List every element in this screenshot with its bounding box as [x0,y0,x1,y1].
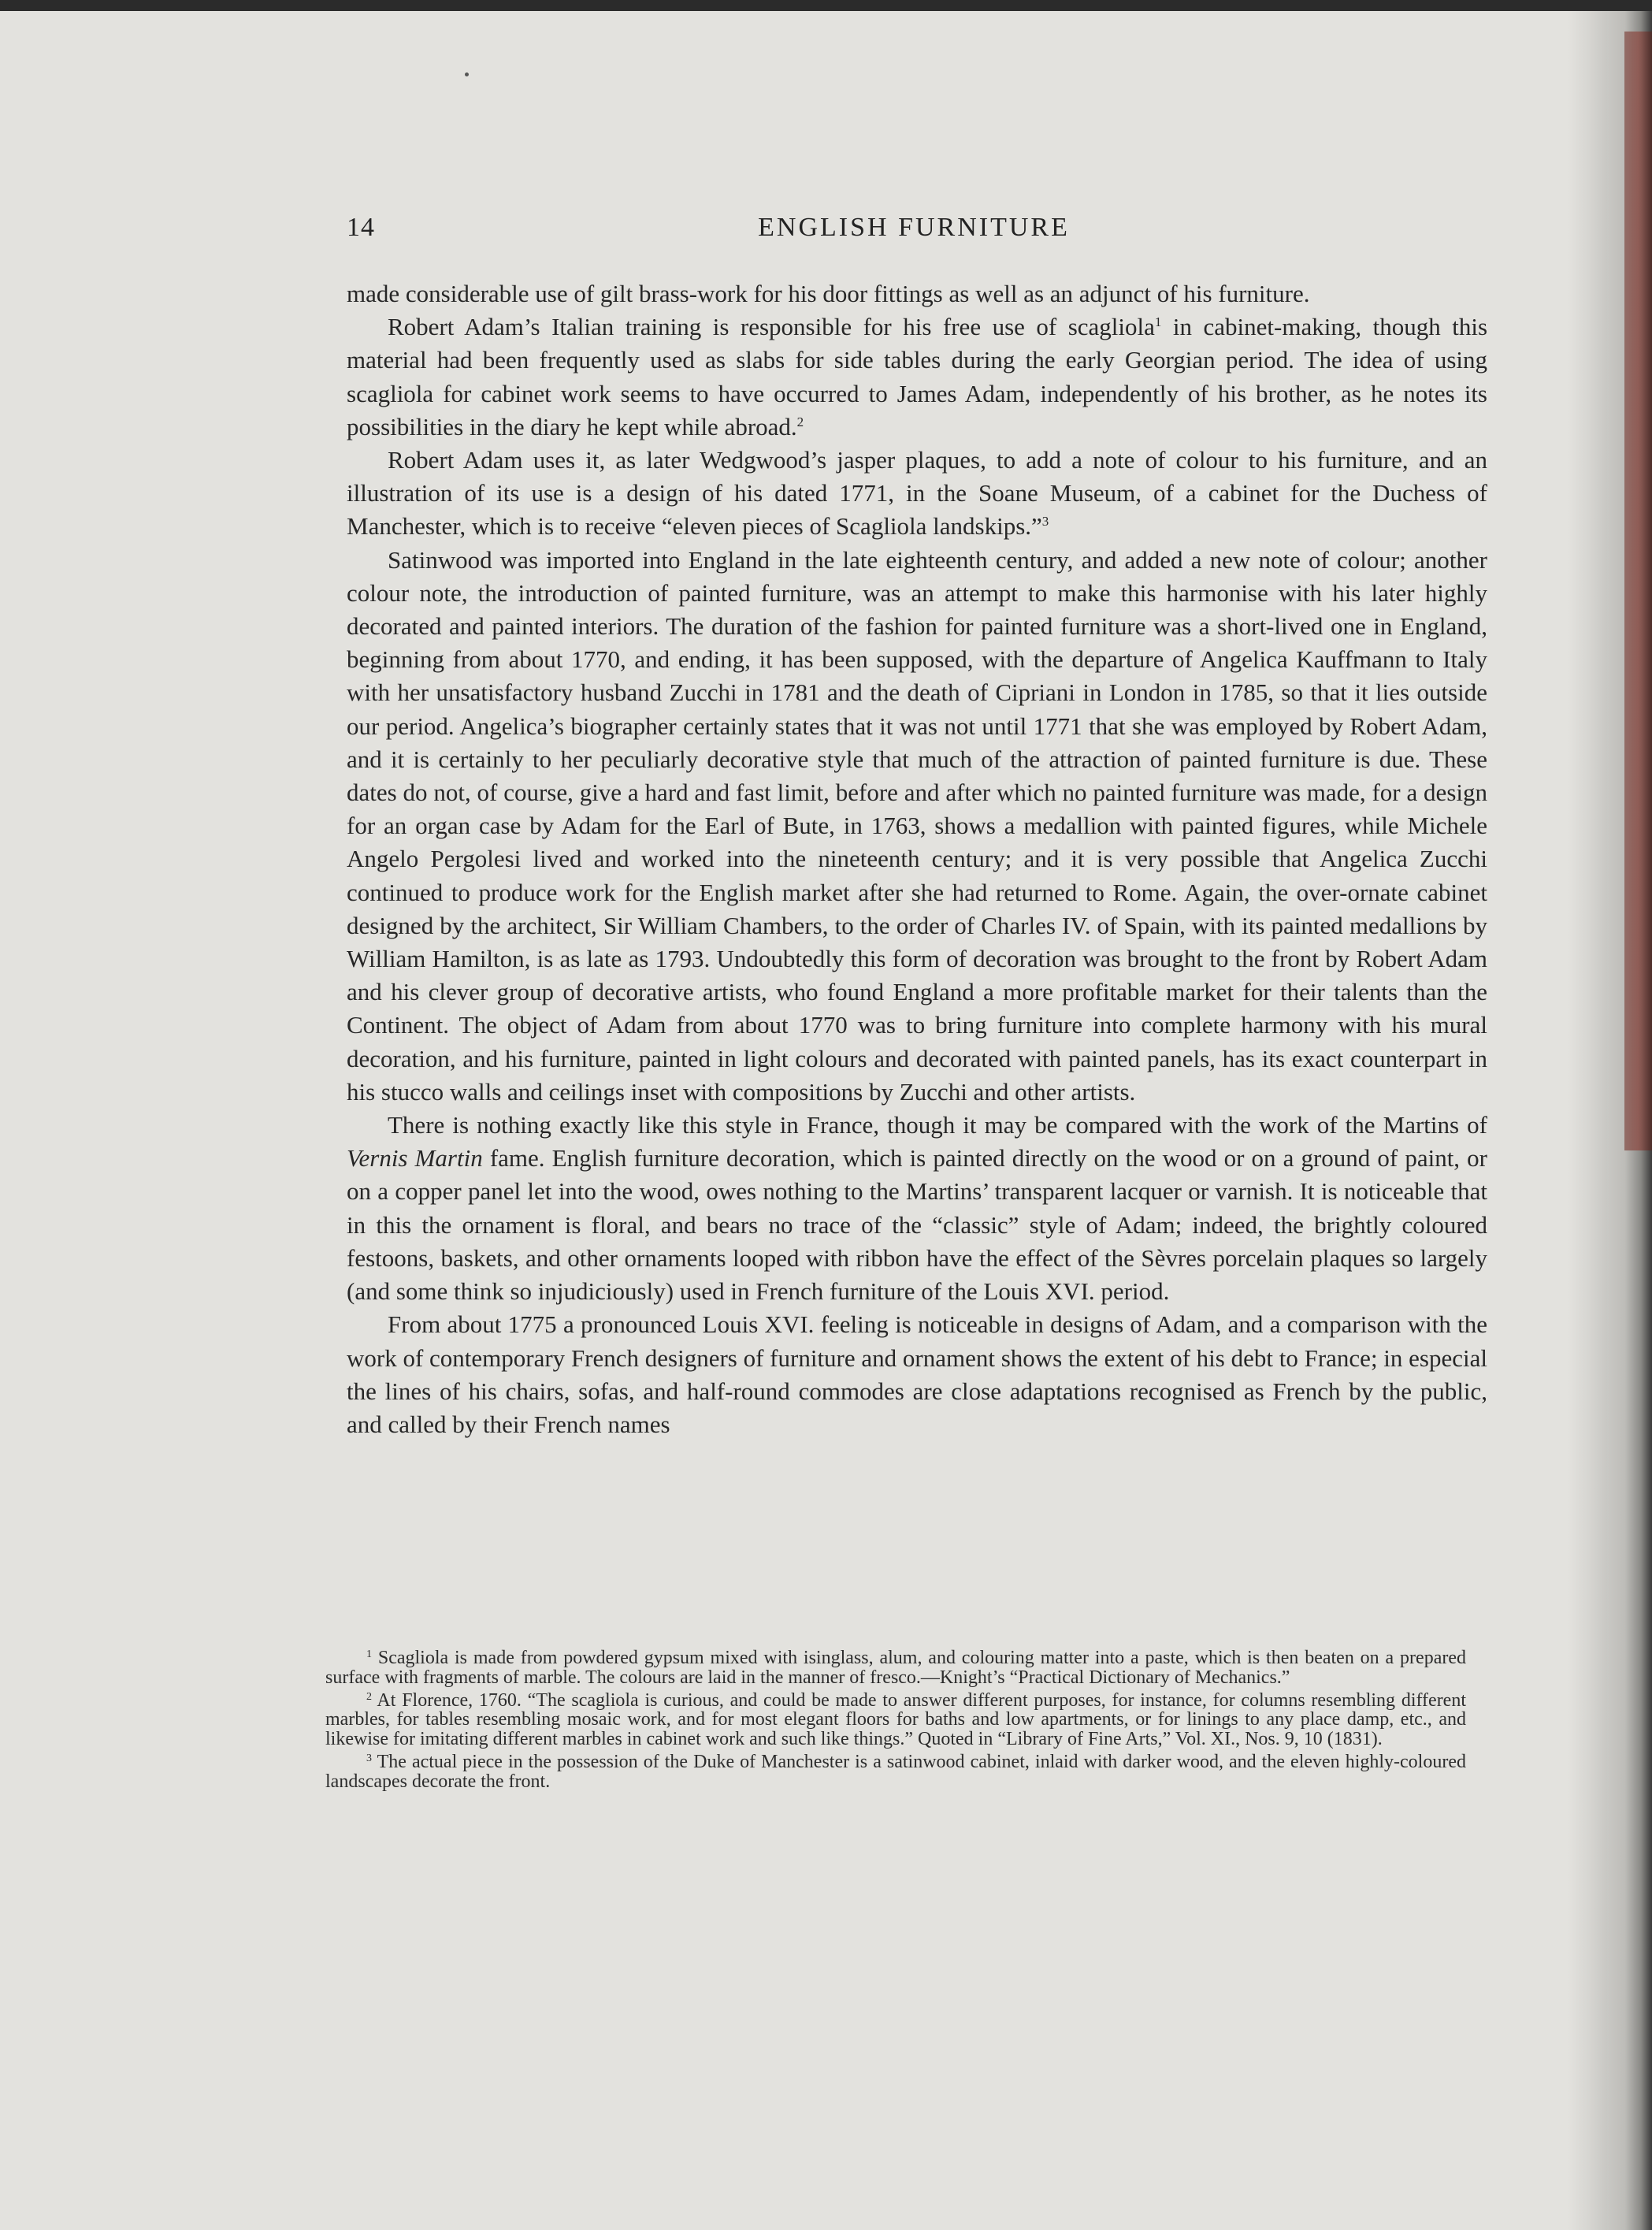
footnote-ref-1: 1 [1154,314,1162,330]
paragraph-2-text-b: in cabinet-making, though this material had been frequently used as slabs for side tables during the early Georgian period. The idea of using scagliola for cabinet work seems to have occurred to James Adam, independently of his brother, as he notes its possibilities in the diary he kept while abroad. [347,313,1488,440]
page-header [347,213,1481,252]
paragraph-3-text: Robert Adam uses it, as later Wedgwood’s jasper plaques, to add a note of colour to his furniture, and an illustration of its use is a design of his dated 1771, in the Soane Museum, of a cabinet for the Duchess of Manchester, which is to receive “eleven pieces of Scagliola landskips.” [347,446,1487,541]
vernis-martin-italic: Vernis Martin [347,1144,483,1173]
paragraph-4-text: Satinwood was imported into England in the late eighteenth century, and added a new note of colour; another colour note, the introduction of painted furniture, was an attempt to make this harmonise with his later highly decorated and painted interiors. The duration of the fashion for painted furniture was a short-lived one in England, beginning from about 1770, and ending, it has been supposed, with the departure of Angelica Kauffmann to Italy with her unsatisfactory husband Zucchi in 1781 and the death of Cipriani in London in 1785, so that it lies outside our period. Angelica’s biographer certainly states that it was not until 1771 that she was employed by Robert Adam, and it is certainly to her peculiarly decorative style that much of the attraction of painted furniture is due. These dates do not, of course, give a hard and fast limit, before and after which no painted furniture was made, for a design for an organ case by Adam for the Earl of Bute, in 1763, shows a medallion with painted figures, while Michele Angelo Pergolesi lived and worked into the nineteenth century; and it is very possible that Angelica Zucchi continued to produce work for the English market after she had returned to Rome. Again, the over-ornate cabinet designed by the architect, Sir William Chambers, to the order of Charles IV. of Spain, with its painted medallions by William Hamilton, is as late as 1793. Undoubtedly this form of decoration was brought to the front by Robert Adam and his clever group of decorative artists, who found England a more profitable market for their talents than the Continent. The object of Adam from about 1770 was to bring furniture into complete harmony with his mural decoration, and his furniture, painted in light colours and decorated with painted panels, has its exact counterpart in his stucco walls and ceilings inset with compositions by Zucchi and other artists. [347,545,1487,1106]
page-edge-shadow [1568,11,1607,2230]
footnote-3-text: The actual piece in the possession of the Duke of Manchester is a satinwood cabinet, inlaid with darker wood, and the eleven highly-coloured landscapes decorate the front. [325,1751,1466,1792]
body-text [347,277,1487,1441]
paragraph-1-text: made considerable use of gilt brass-work for his door fittings as well as an adjunct of his furniture. [347,280,1310,307]
paragraph-5 [347,1109,1487,1308]
footnote-ref-2: 2 [796,414,804,429]
paragraph-1 [347,277,1487,310]
paragraph-3 [347,444,1487,544]
paragraph-6 [347,1308,1487,1441]
paragraph-4 [347,544,1487,1109]
paragraph-5-text-b: fame. English furniture decoration, which is painted directly on the wood or on a ground of paint, or on a copper panel let into the wood, owes nothing to the Martins’ transparent lacquer or varnish. It is noticeable that in this the ornament is floral, and bears no trace of the “classic” style of Adam; indeed, the brightly coloured festoons, baskets, and other ornaments looped with ribbon have the effect of the Sèvres porcelain plaques so largely (and some think so injudiciously) used in French furniture of the Louis XVI. period. [347,1144,1487,1306]
page-number: 14 [347,213,375,242]
paragraph-2 [347,310,1487,444]
paragraph-2-text-a: Robert Adam’s Italian training is responsible for his free use of scagliola [388,313,1155,341]
running-title: ENGLISH FURNITURE [758,213,1070,242]
paragraph-6-text: From about 1775 a pronounced Louis XVI. feeling is noticeable in designs of Adam, and a comparison with the work of contemporary French designers of furniture and ornament shows the extent of his debt to France; in especial the lines of his chairs, sofas, and half-round commodes are close adaptations recognised as French by the public, and called by their French names [347,1310,1487,1438]
footnote-2-mark: 2 [366,1690,372,1703]
footnote-3 [325,1752,1466,1792]
footnote-1-text: Scagliola is made from powdered gypsum mixed with isinglass, alum, and colouring matter into a paste, which is then beaten on a prepared surface with fragments of marble. The colours are laid in the manner of fresco.—Knight’s “Practical Dictionary of Mechanics.” [325,1648,1466,1688]
paragraph-5-text-a: There is nothing exactly like this style in France, though it may be compared with the work of the Martins of [388,1111,1487,1139]
footnote-1 [325,1648,1466,1688]
footnote-2-text: At Florence, 1760. “The scagliola is curious, and could be made to answer different purposes, for instance, for columns resembling different marbles, for tables resembling mosaic work, and for most elegant floors for baths and low apartments, or for linings to any place damp, etc., and likewise for imitating different marbles in cabinet work and such like things.” Quoted in “Library of Fine Arts,” Vol. XI., Nos. 9, 10 (1831). [325,1689,1466,1750]
footnote-3-mark: 3 [366,1752,372,1764]
paper-speck [465,72,469,76]
footnotes [325,1648,1466,1795]
footnote-1-mark: 1 [366,1648,372,1660]
book-cover-edge [1624,32,1652,1150]
footnote-2 [325,1691,1466,1749]
footnote-ref-3: 3 [1041,514,1049,530]
